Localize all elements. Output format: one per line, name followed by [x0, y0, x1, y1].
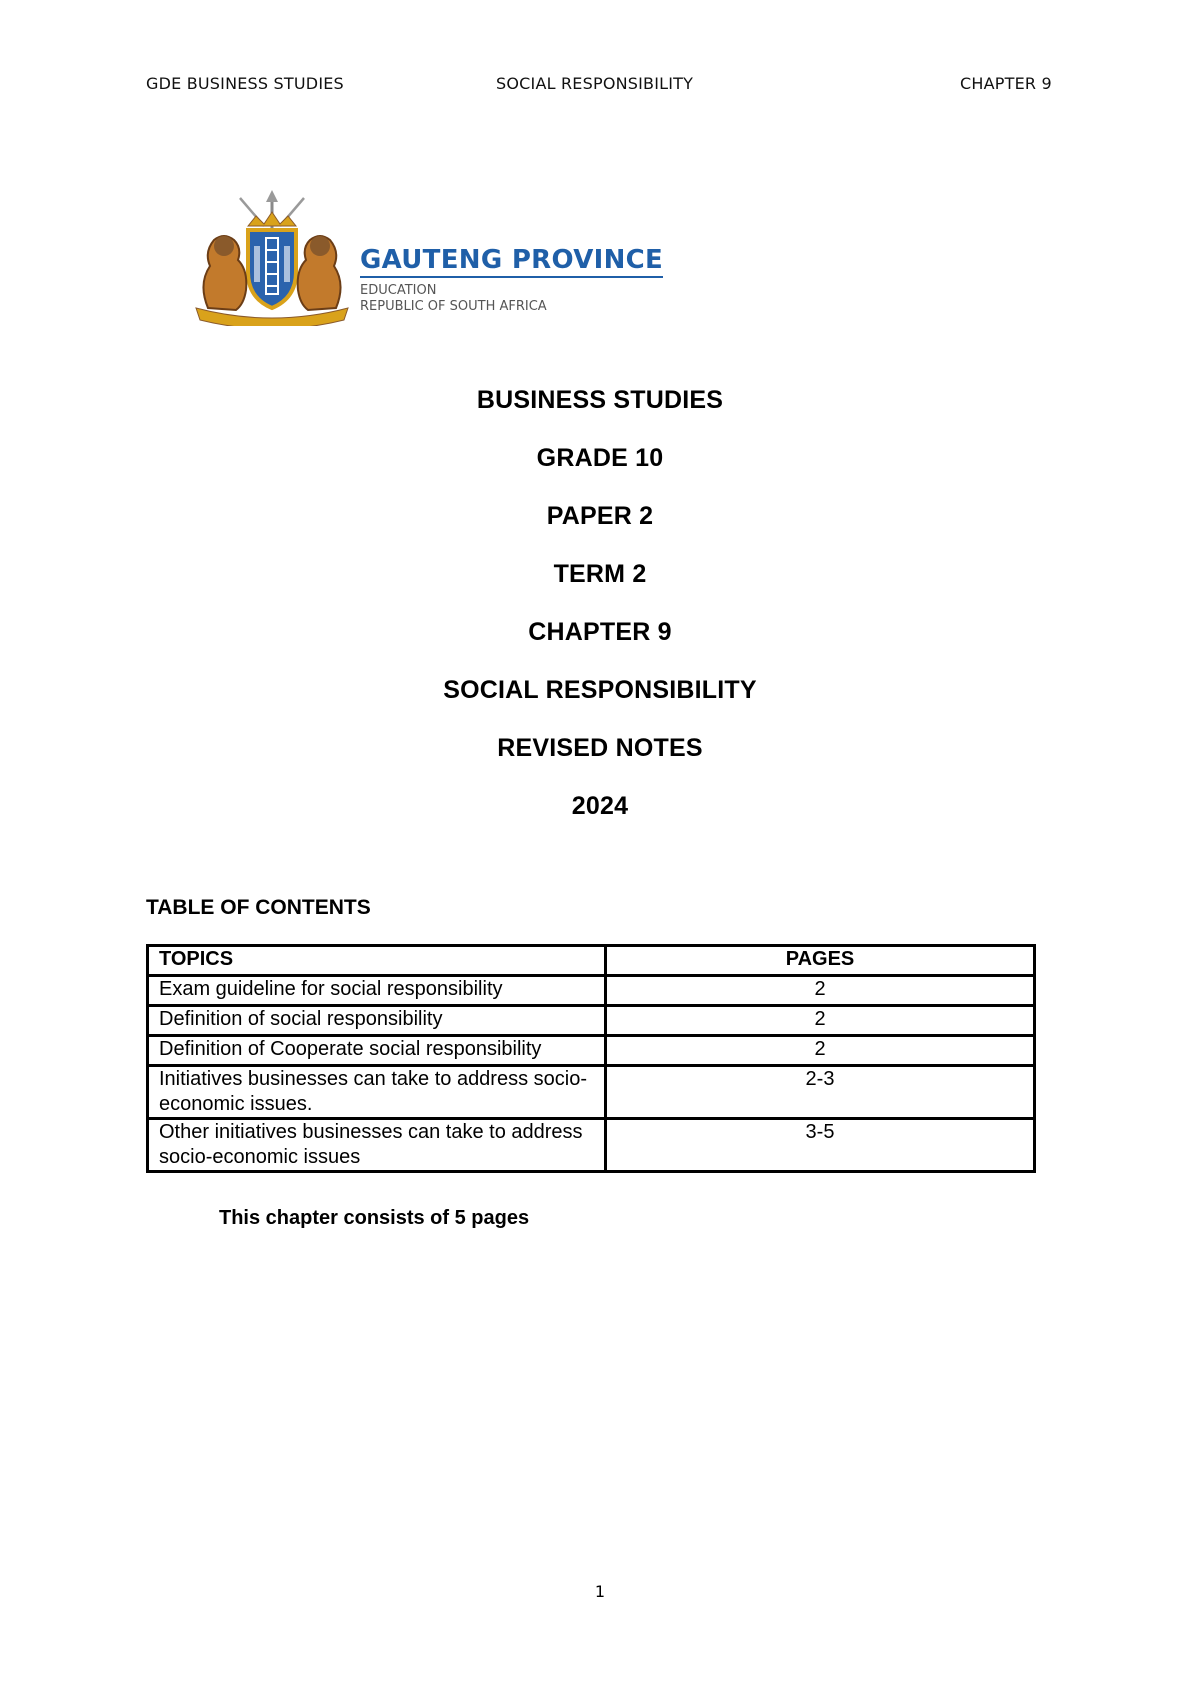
toc-topic: Initiatives businesses can take to address socio-economic issues.: [148, 1066, 606, 1119]
toc-pages: 2: [606, 976, 1035, 1006]
title-grade: GRADE 10: [536, 444, 664, 472]
toc-row: [148, 1119, 1035, 1172]
toc-col-topics: TOPICS: [148, 946, 606, 976]
toc-heading: TABLE OF CONTENTS: [146, 896, 371, 919]
header-right: CHAPTER 9: [960, 74, 1052, 93]
page-number: 1: [594, 1582, 606, 1601]
toc-header-row: [148, 946, 1035, 976]
header-center: SOCIAL RESPONSIBILITY: [496, 74, 694, 93]
toc-pages: 2-3: [606, 1066, 1035, 1119]
title-paper: PAPER 2: [546, 502, 654, 530]
title-subject: BUSINESS STUDIES: [476, 386, 724, 414]
toc-row: [148, 1066, 1035, 1119]
toc-topic: Exam guideline for social responsibility: [148, 976, 606, 1006]
logo-title: GAUTENG PROVINCE: [360, 246, 663, 278]
title-block: [0, 380, 1200, 844]
gauteng-logo: [190, 190, 664, 330]
title-year: 2024: [571, 792, 629, 820]
toc-topic: Definition of Cooperate social responsibility: [148, 1036, 606, 1066]
header-left: GDE BUSINESS STUDIES: [146, 74, 344, 93]
toc-topic: Other initiatives businesses can take to address socio-economic issues: [148, 1119, 606, 1172]
toc-pages: 2: [606, 1006, 1035, 1036]
logo-line-republic: REPUBLIC OF SOUTH AFRICA: [360, 299, 547, 314]
toc-row: [148, 1036, 1035, 1066]
logo-line-education: EDUCATION: [360, 283, 437, 298]
toc-pages: 3-5: [606, 1119, 1035, 1172]
toc-row: [148, 976, 1035, 1006]
title-topic: SOCIAL RESPONSIBILITY: [443, 676, 757, 704]
toc-row: [148, 1006, 1035, 1036]
toc-pages: 2: [606, 1036, 1035, 1066]
title-term: TERM 2: [553, 560, 647, 588]
toc-topic: Definition of social responsibility: [148, 1006, 606, 1036]
toc-table: [146, 944, 1036, 1173]
title-chapter: CHAPTER 9: [528, 618, 672, 646]
chapter-page-count-note: This chapter consists of 5 pages: [219, 1207, 530, 1229]
title-revised: REVISED NOTES: [497, 734, 703, 762]
coat-of-arms-icon: [190, 190, 355, 326]
toc-col-pages: PAGES: [606, 946, 1035, 976]
